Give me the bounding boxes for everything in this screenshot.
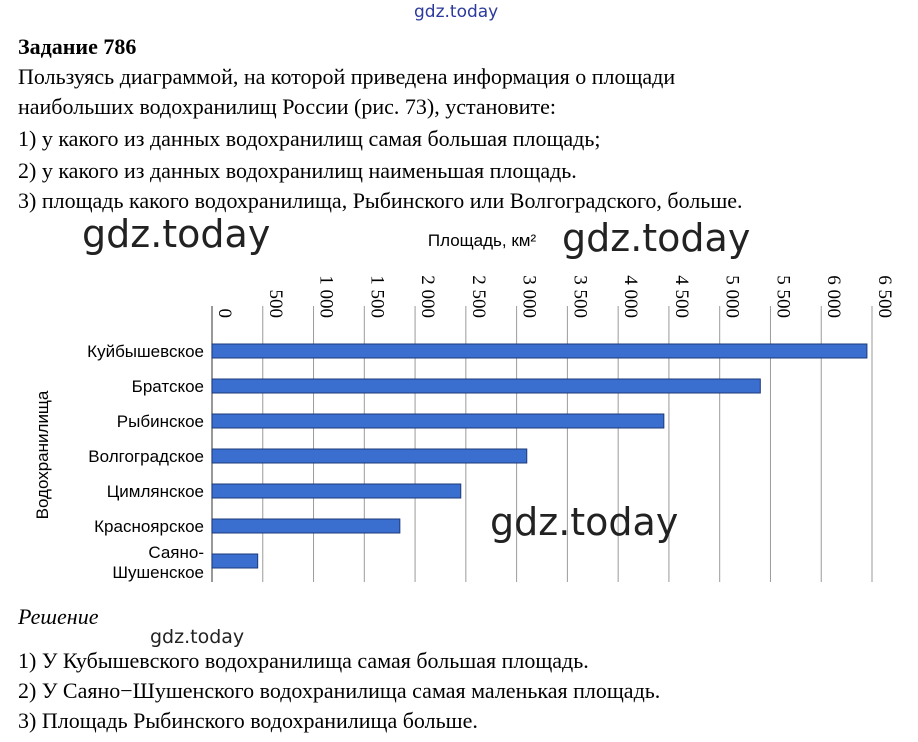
x-tick-label: 6 500 — [874, 275, 895, 318]
solution-title: Решение — [18, 604, 99, 629]
task-question: 2) у какого из данных водохранилищ наименьшая площадь. — [18, 158, 577, 183]
solution-answer: 3) Площадь Рыбинского водохранилища больше. — [18, 708, 478, 733]
bar — [212, 554, 258, 568]
category-label: Братское — [131, 377, 204, 396]
x-tick-label: 5 500 — [772, 275, 794, 318]
watermark: gdz.today — [414, 2, 499, 22]
x-tick-label: 5 000 — [721, 275, 743, 318]
x-tick-label: 1 500 — [366, 275, 388, 318]
task-question: 3) площадь какого водохранилища, Рыбинского или Волгоградского, больше. — [18, 188, 743, 213]
bar — [212, 414, 664, 428]
x-tick-label: 4 500 — [670, 275, 692, 318]
chart-category-labels — [87, 342, 204, 582]
bar — [212, 484, 461, 498]
chart-tick-labels — [214, 275, 895, 318]
watermark: gdz.today — [150, 626, 245, 648]
task-title: Задание 786 — [18, 34, 137, 59]
x-tick-label: 4 000 — [620, 275, 642, 318]
x-tick-label: 6 000 — [823, 275, 845, 318]
solution-answer: 2) У Саяно−Шушенского водохранилища самая маленькая площадь. — [18, 678, 661, 703]
category-label: Куйбышевское — [87, 342, 204, 361]
task-intro-line: Пользуясь диаграммой, на которой приведена информация о площади — [18, 64, 676, 89]
x-tick-label: 3 000 — [518, 275, 540, 318]
task-question: 1) у какого из данных водохранилищ самая большая площадь; — [18, 126, 601, 151]
watermark: gdz.today — [82, 212, 271, 256]
reservoir-area-chart — [0, 220, 918, 600]
category-label: Рыбинское — [116, 412, 204, 431]
category-label: Цимлянское — [106, 482, 204, 501]
x-axis-label: Площадь, км² — [427, 231, 537, 250]
x-tick-label: 0 — [214, 308, 235, 318]
watermark: gdz.today — [490, 500, 679, 544]
x-tick-label: 2 000 — [417, 275, 439, 318]
category-label: Волгоградское — [88, 447, 204, 466]
watermark: gdz.today — [562, 216, 751, 260]
task-intro-line: наибольших водохранилищ России (рис. 73), установите: — [18, 94, 557, 119]
x-tick-label: 2 500 — [467, 275, 489, 318]
category-label: Саяно-Шушенское — [112, 543, 204, 582]
bar — [212, 379, 760, 393]
solution-answer: 1) У Кубышевского водохранилища самая большая площадь. — [18, 648, 589, 673]
category-label: Красноярское — [94, 517, 204, 536]
x-tick-label: 500 — [264, 289, 286, 318]
bar — [212, 449, 527, 463]
y-axis-label: Водохранилища — [33, 390, 52, 520]
bar — [212, 519, 400, 533]
x-tick-label: 1 000 — [315, 275, 337, 318]
x-tick-label: 3 500 — [569, 275, 591, 318]
bar — [212, 344, 867, 358]
